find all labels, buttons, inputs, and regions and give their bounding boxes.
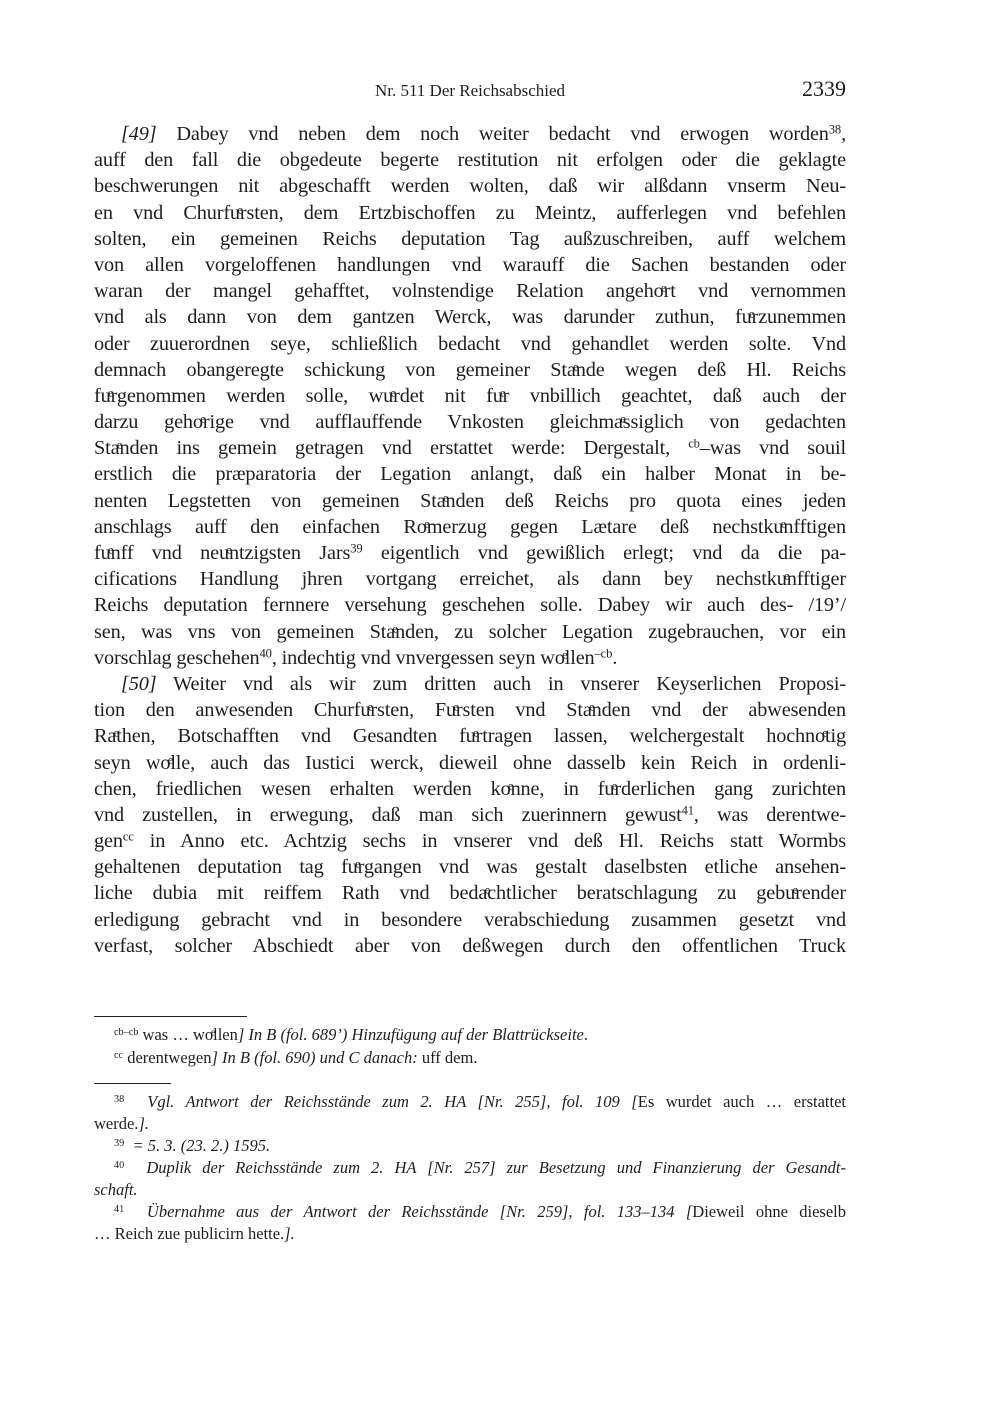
note-marker: 41 bbox=[114, 1203, 125, 1215]
note-marker: 38 bbox=[114, 1093, 125, 1105]
text-run: , bbox=[841, 123, 846, 145]
text-run: gehaltenen deputation tag fuͤrgangen vnd was gestalt daselbsten etliche ansehen- bbox=[94, 856, 846, 879]
text-run: sen, was vns von gemeinen Staͤnden, zu solcher Legation zugebrauchen, vor ein bbox=[94, 620, 846, 643]
text-run: Es wurdet auch … erstattet bbox=[637, 1092, 846, 1111]
paragraph-line bbox=[94, 488, 846, 514]
paragraph-line bbox=[94, 461, 846, 487]
text-run: , was derentwe- bbox=[693, 803, 846, 826]
text-run: vnd zustellen, in erwegung, daß man sich zuerinnern gewust bbox=[94, 803, 682, 826]
text-run: werde. bbox=[94, 1114, 139, 1133]
paragraph-line bbox=[94, 750, 846, 776]
text-run: nenten Legstetten von gemeinen Staͤnden deß Reichs pro quota eines jeden bbox=[94, 489, 846, 512]
paragraph-line bbox=[94, 880, 846, 906]
footnote-line bbox=[94, 1157, 846, 1179]
text-run: in Anno etc. Achtzig sechs in vnserer vnd deß Hl. Reichs statt Wormbs bbox=[133, 830, 846, 853]
footnotes bbox=[94, 1091, 846, 1245]
paragraph-line bbox=[94, 121, 846, 147]
text-run: was … woͤllen bbox=[138, 1025, 238, 1044]
text-run: Dabey vnd neben dem noch weiter bedacht vnd erwogen worden bbox=[156, 123, 829, 145]
apparatus-line bbox=[94, 1046, 846, 1069]
italic-run: [50] bbox=[121, 672, 157, 695]
paragraph-line bbox=[94, 566, 846, 592]
paragraph-line bbox=[94, 907, 846, 933]
text-run bbox=[124, 1202, 147, 1221]
note-marker: 41 bbox=[681, 803, 694, 818]
paragraph-line bbox=[94, 933, 846, 959]
italic-run: [49] bbox=[121, 123, 157, 145]
italic-run: Vgl. Antwort der Reichsstände zum 2. HA [Nr. 255], fol. 109 [ bbox=[147, 1092, 638, 1111]
text-run: liche dubia mit reiffem Rath vnd bedaͤchtlicher beratschlagung zu gebuͤrender bbox=[94, 882, 846, 905]
text-run: vorschlag geschehen bbox=[94, 646, 260, 669]
text-run: auff den fall die obgedeute begerte restitution nit erfolgen oder die geklagte bbox=[94, 149, 846, 172]
paragraph-line bbox=[94, 697, 846, 723]
paragraph-line bbox=[94, 723, 846, 749]
text-run: seyn woͤlle, auch das Iustici werck, dieweil ohne dasselb kein Reich in ordenli- bbox=[94, 751, 846, 774]
text-run: –was vnd souil bbox=[699, 437, 846, 460]
apparatus-rule bbox=[94, 1016, 247, 1017]
note-marker: cc bbox=[114, 1049, 124, 1061]
text-run: derentwegen bbox=[123, 1048, 212, 1067]
text-run: Dieweil ohne dieselb bbox=[692, 1202, 846, 1221]
paragraph-line bbox=[94, 592, 846, 618]
paragraph-line bbox=[94, 226, 846, 252]
paragraph-line bbox=[94, 173, 846, 199]
text-run: cifications Handlung jhren vortgang erreichet, als dann bey nechstkuͤnfftiger bbox=[94, 568, 846, 591]
italic-run: ]. bbox=[138, 1114, 149, 1133]
text-run: Weiter vnd als wir zum dritten auch in vnserer Keyserlichen Proposi- bbox=[156, 672, 846, 695]
text-run: tion den anwesenden Churfuͤrsten, Fuͤrsten vnd Staͤnden vnd der abwesenden bbox=[94, 699, 846, 722]
text-run: en vnd Churfuͤrsten, dem Ertzbischoffen zu Meintz, aufferlegen vnd befehlen bbox=[94, 201, 846, 224]
text-run: oder zuuerordnen seye, schließlich bedacht vnd gehandlet werden solte. Vnd bbox=[94, 332, 846, 355]
footnote-line bbox=[94, 1091, 846, 1113]
paragraph-line bbox=[94, 854, 846, 880]
footnote-line bbox=[94, 1135, 846, 1157]
text-run: vnd als dann von dem gantzen Werck, was darunder zuthun, fuͤrzunemmen bbox=[94, 306, 846, 329]
text-run bbox=[124, 1158, 146, 1177]
paragraph-line bbox=[94, 514, 846, 540]
italic-run: = 5. 3. (23. 2.) 1595. bbox=[132, 1136, 271, 1155]
paragraph-line bbox=[94, 409, 846, 435]
note-marker: 40 bbox=[259, 646, 272, 661]
text-run: gen bbox=[94, 830, 123, 853]
text-run: … Reich zue publicirn hette. bbox=[94, 1224, 285, 1243]
text-run: erstlich die præparatoria der Legation anlangt, daß ein halber Monat in be- bbox=[94, 463, 846, 486]
text-run: Raͤthen, Botschafften vnd Gesandten fuͤrtragen lassen, welchergestalt hochnoͤtig bbox=[94, 725, 846, 748]
text-run: eigentlich vnd gewißlich erlegt; vnd da die pa- bbox=[362, 542, 846, 564]
italic-run: ] In B (fol. 690) und C danach: bbox=[211, 1048, 418, 1067]
text-run: demnach obangeregte schickung von gemeiner Staͤnde wegen deß Hl. Reichs bbox=[94, 358, 846, 381]
text-run: erledigung gebracht vnd in besondere verabschiedung zusammen gesetzt vnd bbox=[94, 908, 846, 931]
footnote-line bbox=[94, 1113, 846, 1135]
text-run: beschwerungen nit abgeschafft werden wolten, daß wir alßdann vnserm Neu- bbox=[94, 175, 846, 198]
paragraph-line bbox=[94, 435, 846, 461]
apparatus-line bbox=[94, 1023, 846, 1046]
text-run: waran der mangel gehafftet, volnstendige Relation angehoͤrt vnd vernommen bbox=[94, 280, 846, 303]
paragraph-line bbox=[94, 383, 846, 409]
text-run: von allen vorgeloffenen handlungen vnd warauff die Sachen bestanden oder bbox=[94, 253, 846, 276]
italic-run: Übernahme aus der Antwort der Reichsstände [Nr. 259], fol. 133–134 [ bbox=[146, 1202, 693, 1221]
italic-run: ] In B (fol. 689’) Hinzufügung auf der Blattrückseite bbox=[237, 1025, 584, 1044]
paragraph-line bbox=[94, 252, 846, 278]
main-text bbox=[94, 121, 846, 959]
footnote-line bbox=[94, 1201, 846, 1223]
text-run: fuͤrgenommen werden solle, wuͤrdet nit fuͤr vnbillich geachtet, daß auch der bbox=[94, 384, 846, 407]
italic-run: ]. bbox=[284, 1224, 295, 1243]
italic-run: schaft. bbox=[94, 1180, 138, 1199]
note-marker: –cb bbox=[594, 646, 613, 661]
footnote-rule bbox=[94, 1083, 171, 1084]
note-marker: 39 bbox=[350, 541, 363, 556]
text-run: chen, friedlichen wesen erhalten werden koͤnne, in fuͤrderlichen gang zurichten bbox=[94, 777, 846, 800]
text-run: fuͤnff vnd neuͤntzigsten Jars bbox=[94, 542, 351, 564]
text-run: uff dem. bbox=[417, 1048, 478, 1067]
paragraph-line bbox=[94, 619, 846, 645]
text-run: darzu gehoͤrige vnd aufflauffende Vnkosten gleichmaͤssiglich von gedachten bbox=[94, 411, 846, 434]
text-run: Reichs deputation fernnere versehung geschehen solle. Dabey wir auch des- /19’/ bbox=[94, 594, 846, 617]
paragraph-line bbox=[94, 828, 846, 854]
text-run: , indechtig vnd vnvergessen seyn woͤllen bbox=[271, 646, 595, 669]
paragraph-line bbox=[94, 802, 846, 828]
note-marker: cc bbox=[122, 829, 134, 844]
note-marker: 38 bbox=[828, 122, 842, 137]
paragraph-line bbox=[94, 147, 846, 173]
text-run: . bbox=[583, 1025, 588, 1044]
italic-run: Duplik der Reichsstände zum 2. HA [Nr. 257] zur Besetzung und Finanzierung der Gesandt- bbox=[146, 1158, 846, 1177]
text-run: verfast, solcher Abschiedt aber von deßwegen durch den offentlichen Truck bbox=[94, 934, 846, 957]
paragraph-line bbox=[94, 331, 846, 357]
note-marker: cb–cb bbox=[114, 1026, 139, 1038]
page-number: 2339 bbox=[802, 76, 846, 101]
paragraph-line bbox=[94, 540, 846, 566]
paragraph-line bbox=[94, 671, 846, 697]
paragraph-line bbox=[94, 776, 846, 802]
text-run: . bbox=[612, 646, 618, 669]
paragraph-line bbox=[94, 200, 846, 226]
text-run: Staͤnden ins gemein getragen vnd erstattet werde: Dergestalt, bbox=[94, 437, 689, 460]
text-run bbox=[124, 1092, 147, 1111]
paragraph-line bbox=[94, 278, 846, 304]
text-run: solten, ein gemeinen Reichs deputation Tag außzuschreiben, auff welchem bbox=[94, 227, 846, 250]
running-header-title: Nr. 511 Der Reichsabschied bbox=[374, 81, 566, 100]
footnote-line bbox=[94, 1179, 846, 1201]
paragraph-line bbox=[94, 304, 846, 330]
paragraph-line bbox=[94, 357, 846, 383]
note-marker: cb bbox=[688, 436, 700, 451]
footnote-line bbox=[94, 1223, 846, 1245]
critical-apparatus bbox=[94, 1023, 846, 1069]
note-marker: 40 bbox=[114, 1159, 125, 1171]
paragraph-line bbox=[94, 645, 846, 671]
note-marker: 39 bbox=[114, 1137, 125, 1149]
text-run: anschlags auff den einfachen Roͤmerzug gegen Lætare deß nechstkuͤnfftigen bbox=[94, 515, 846, 538]
